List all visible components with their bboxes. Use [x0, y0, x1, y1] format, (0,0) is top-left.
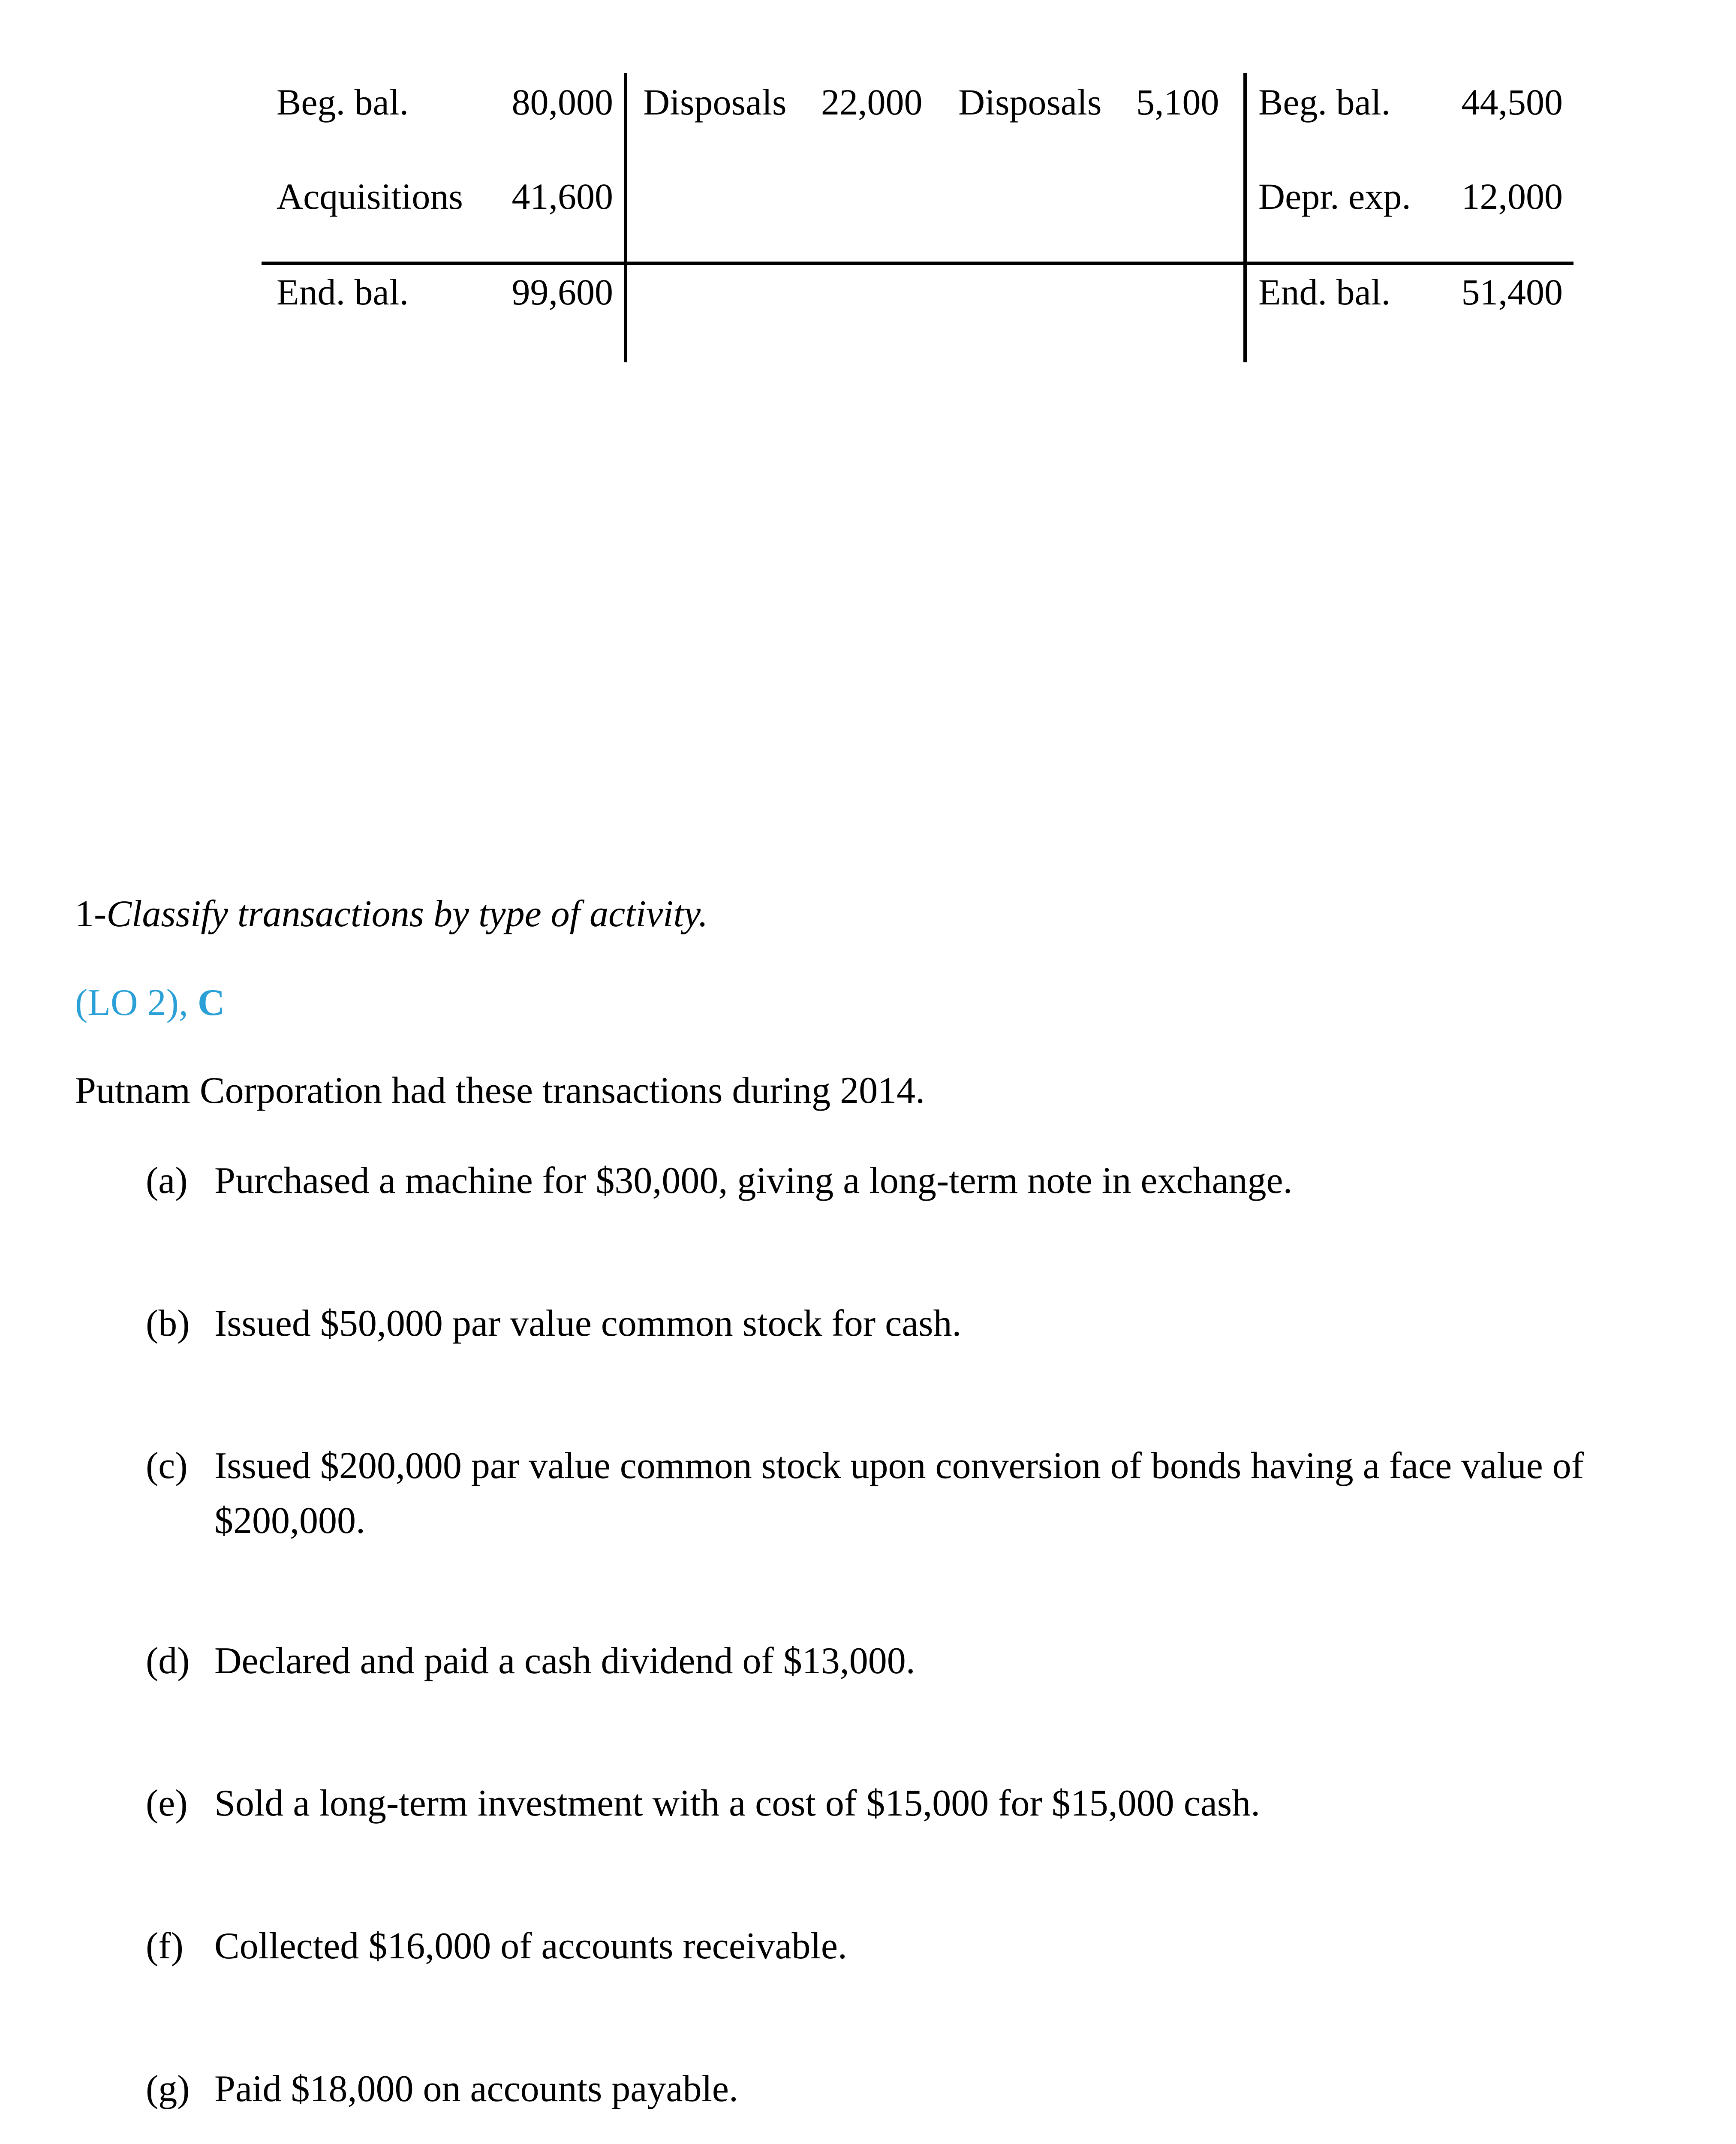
transaction-a [146, 1153, 1293, 1208]
left-beg-bal-label: Beg. bal. [277, 81, 409, 123]
right-disposals-label: Disposals [958, 81, 1102, 123]
t-account-left-divider [624, 73, 627, 362]
right-depr-exp-label: Depr. exp. [1258, 176, 1411, 217]
transaction-label: (e) [146, 1783, 188, 1824]
exercise-title-text: Classify transactions by type of activity. [106, 893, 708, 935]
learning-objective [75, 984, 225, 1022]
transaction-label: (b) [146, 1303, 190, 1344]
transaction-label: (g) [146, 2068, 190, 2110]
transaction-label: (c) [146, 1445, 188, 1487]
t-account-total-rule [262, 262, 1574, 265]
transaction-text: Issued $50,000 par value common stock for cash. [214, 1303, 962, 1344]
transaction-label: (f) [146, 1925, 184, 1967]
right-end-bal-value: 51,400 [1461, 271, 1563, 313]
left-end-bal-label: End. bal. [277, 271, 409, 313]
transaction-g [146, 2062, 738, 2117]
transaction-e [146, 1776, 1261, 1831]
right-depr-exp-value: 12,000 [1461, 176, 1563, 217]
right-end-bal-label: End. bal. [1258, 271, 1391, 313]
transaction-text: Purchased a machine for $30,000, giving a long-term note in exchange. [214, 1160, 1293, 1201]
transaction-text: Sold a long-term investment with a cost of $15,000 for $15,000 cash. [214, 1783, 1261, 1824]
t-account-right-divider [1243, 73, 1247, 362]
transaction-label: (d) [146, 1640, 190, 1682]
transaction-text: Collected $16,000 of accounts receivable. [214, 1925, 847, 1967]
transaction-text: Declared and paid a cash dividend of $13,000. [214, 1640, 915, 1682]
exercise-title [75, 895, 708, 933]
transaction-f [146, 1919, 847, 1974]
transaction-text: Issued $200,000 par value common stock upon conversion of bonds having a face value of $200,000. [214, 1445, 1584, 1542]
transaction-b [146, 1296, 962, 1351]
left-end-bal-value: 99,600 [511, 271, 613, 313]
right-disposals-value: 5,100 [1136, 81, 1219, 123]
transaction-d [146, 1634, 915, 1689]
left-acquisitions-value: 41,600 [511, 176, 613, 217]
left-disposals-label: Disposals [643, 81, 787, 123]
difficulty-level: C [197, 982, 225, 1024]
right-beg-bal-label: Beg. bal. [1258, 81, 1391, 123]
exercise-number: 1- [75, 893, 107, 935]
exercise-intro: Putnam Corporation had these transactions during 2014. [75, 1070, 925, 1111]
left-acquisitions-label: Acquisitions [277, 176, 463, 217]
transaction-text: Paid $18,000 on accounts payable. [214, 2068, 738, 2110]
left-beg-bal-value: 80,000 [511, 81, 613, 123]
learning-objective-link[interactable]: (LO 2), [75, 982, 198, 1024]
left-disposals-value: 22,000 [821, 81, 923, 123]
right-beg-bal-value: 44,500 [1461, 81, 1563, 123]
transaction-label: (a) [146, 1160, 188, 1201]
transaction-c [146, 1439, 1584, 1542]
